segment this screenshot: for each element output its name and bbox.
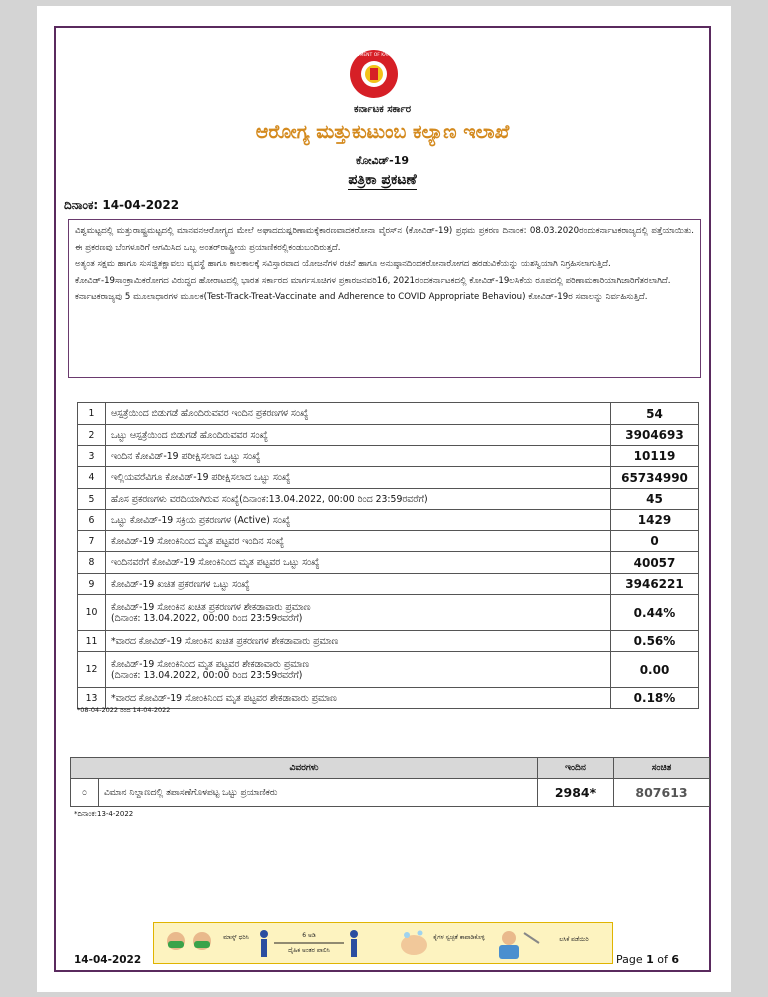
table-row [78, 467, 699, 489]
footer-date: 14-04-2022 [74, 954, 142, 966]
table-row [78, 652, 699, 688]
row-label: ಕೋವಿಡ್-19 ಸೋಂಕಿನ ಖಚಿತ ಪ್ರಕರಣಗಳ ಶೇಕಡಾವಾರು ಪ್ರಮಾಣ [111, 601, 311, 613]
row-value: 3904693 [611, 425, 699, 446]
intro-paragraph: ವಿಶ್ವಮಟ್ಟದಲ್ಲಿ ಮತ್ತುರಾಷ್ಟ್ರಮಟ್ಟದಲ್ಲಿ ಮಾನವನಆರೋಗ್ಯದ ಮೇಲೆ ಅಘಾದದುಷ್ಪರಿಣಾಮಕ್ಕೆಕಾರಣವಾದಕರೋನಾ ವೈರಸ್‌ನ (ಕೋವಿಡ್-19) ಪ್ರಥಮ ಪ್ರಕರಣ ದಿನಾಂಕ: 08.03.2020ರಂದುಕರ್ನಾಟಕರಾಜ್ಯದಲ್ಲಿ ಪತ್ತೆಯಾಯಿತು. ಈ ಪ್ರಕರಣವು ಬೆಂಗಳೂರಿಗೆ ಆಗಮಿಸಿದ ಒಬ್ಬ ಅಂತರ್‌ರಾಷ್ಟ್ರೀಯ ಪ್ರಯಾಣಿಕರಲ್ಲಿಕಂಡುಬಂದಿರುತ್ತದೆ. [75, 226, 694, 253]
row-number: 4 [78, 467, 106, 489]
row-label: ಕೋವಿಡ್-19 ಸೋಂಕಿನಿಂದ ಮೃತ ಪಟ್ಟವರ ಶೇಕಡಾವಾರು ಪ್ರಮಾಣ [111, 658, 309, 670]
header-details: ವಿವರಗಳು [71, 758, 538, 779]
row-value: 10119 [611, 446, 699, 467]
page-indicator [616, 953, 679, 966]
person-icon [260, 930, 268, 938]
airport-screening-table [70, 757, 710, 807]
table-row [78, 552, 699, 574]
row-value: 0.18% [611, 688, 699, 709]
covid-subject: ಕೋವಿಡ್-19 [355, 154, 410, 167]
department-title: ಆರೋಗ್ಯ ಮತ್ತುಕುಟುಂಬ ಕಲ್ಯಾಣ ಇಲಾಖೆ [255, 121, 510, 143]
row-value: 0.44% [611, 595, 699, 631]
row-value: 1429 [611, 510, 699, 531]
row-value: 45 [611, 489, 699, 510]
vaccine-person-icon [502, 931, 516, 945]
press-release-title [56, 172, 709, 188]
row-value: 3946221 [611, 574, 699, 595]
row-label-date: (ದಿನಾಂಕ: 13.04.2022, 00:00 ರಿಂದ 23:59ರವರೆಗೆ) [111, 612, 303, 624]
table-row [78, 595, 699, 631]
airport-footnote: *ದಿನಾಂಕ:13-4-2022 [74, 810, 134, 818]
intro-paragraph: ಕರ್ನಾಟಕರಾಜ್ಯವು 5 ಮೂಲಾಧಾರಗಳ ಮೂಲಕ(Test-Track-Treat-Vaccinate and Adherence to COVID Appropriate Behaviou) ಕೋವಿಡ್-19ರ ಸವಾಲನ್ನು ನಿರ್ವಹಿಸುತ್ತಿದೆ. [75, 292, 648, 302]
row-label: ಇಂದಿನವರೆಗೆ ಕೋವಿಡ್-19 ಸೋಂಕಿನಿಂದ ಮೃತ ಪಟ್ಟವರ ಒಟ್ಟು ಸಂಖ್ಯೆ [106, 552, 611, 574]
row-label: ವಿಮಾನ ನಿಲ್ದಾಣದಲ್ಲಿ ತಪಾಸಣೆಗೊಳಪಟ್ಟ ಒಟ್ಟು ಪ್ರಯಾಣಿಕರು [99, 779, 538, 807]
table-row [78, 688, 699, 709]
row-number: 11 [78, 631, 106, 652]
row-label-cell [106, 652, 611, 688]
table-row [78, 574, 699, 595]
row-number: 5 [78, 489, 106, 510]
page-of: of [653, 953, 672, 966]
row-label: ಇಲ್ಲಿಯವರೆವಿಗೂ ಕೋವಿಡ್-19 ಪರೀಕ್ಷಿಸಲಾದ ಒಟ್ಟು ಸಂಖ್ಯೆ [106, 467, 611, 489]
karnataka-emblem-icon [339, 48, 409, 100]
row-number: 13 [78, 688, 106, 709]
header-today: ಇಂದಿನ [538, 758, 614, 779]
row-number: ೦ [71, 779, 99, 807]
page-total: 6 [671, 953, 680, 966]
row-value: 40057 [611, 552, 699, 574]
banner-mask-text: ಮಾಸ್ಕ್ ಧರಿಸಿ [223, 934, 249, 941]
table-row [78, 631, 699, 652]
row-value: 0 [611, 531, 699, 552]
row-label: ಹೊಸ ಪ್ರಕರಣಗಳು ವರದಿಯಾಗಿರುವ ಸಂಖ್ಯೆ(ದಿನಾಂಕ:13.04.2022, 00:00 ರಿಂದ 23:59ರವರೆಗೆ) [106, 489, 611, 510]
covid-stats-table [77, 402, 699, 709]
press-release-label: ಪತ್ರಿಕಾ ಪ್ರಕಟಣೆ [348, 172, 417, 188]
page-number: 1 [646, 953, 654, 966]
release-date: ದಿನಾಂಕ: 14-04-2022 [64, 198, 180, 212]
row-number: 12 [78, 652, 106, 688]
header-cumulative: ಸಂಚಿತ [614, 758, 710, 779]
row-value: 54 [611, 403, 699, 425]
row-number: 2 [78, 425, 106, 446]
row-label: ಒಟ್ಟು ಆಸ್ಪತ್ರೆಯಿಂದ ಬಿಡುಗಡೆ ಹೊಂದಿರುವವರ ಸಂಖ್ಯೆ [106, 425, 611, 446]
row-number: 1 [78, 403, 106, 425]
table-row [78, 446, 699, 467]
table-row [78, 425, 699, 446]
table-row [71, 779, 710, 807]
row-label: ಕೋವಿಡ್-19 ಖಚಿತ ಪ್ರಕರಣಗಳ ಒಟ್ಟು ಸಂಖ್ಯೆ [106, 574, 611, 595]
table-row [78, 531, 699, 552]
row-label-cell [106, 595, 611, 631]
row-number: 7 [78, 531, 106, 552]
row-label-date: (ದಿನಾಂಕ: 13.04.2022, 00:00 ರಿಂದ 23:59ರವರೆಗೆ) [111, 669, 303, 681]
table-header-row [71, 758, 710, 779]
stats-footnote: *08-04-2022 ರಿಂದ 14-04-2022 [77, 706, 171, 714]
row-number: 3 [78, 446, 106, 467]
row-number: 6 [78, 510, 106, 531]
table-row [78, 403, 699, 425]
banner-distancing-text: ದೈಹಿಕ ಅಂತರ ಪಾಲಿಸಿ [288, 947, 330, 954]
row-label: *ವಾರದ ಕೋವಿಡ್-19 ಸೋಂಕಿನಿಂದ ಮೃತ ಪಟ್ಟವರ ಶೇಕಡಾವಾರು ಪ್ರಮಾಣ [106, 688, 611, 709]
syringe-icon [524, 933, 539, 943]
awareness-banner-graphic [154, 923, 612, 963]
row-number: 9 [78, 574, 106, 595]
table-row [78, 510, 699, 531]
banner-vaccine-text: ಲಸಿಕೆ ಪಡೆಯಿರಿ [559, 936, 589, 943]
intro-box [68, 219, 701, 378]
government-name: ಕರ್ನಾಟಕ ಸರ್ಕಾರ [353, 104, 412, 115]
row-cumulative-value: 807613 [614, 779, 710, 807]
row-label: ಆಸ್ಪತ್ರೆಯಿಂದ ಬಿಡುಗಡೆ ಹೊಂದಿರುವವರ ಇಂದಿನ ಪ್ರಕರಣಗಳ ಸಂಖ್ಯೆ [106, 403, 611, 425]
person-icon [350, 930, 358, 938]
covid-awareness-banner [153, 922, 613, 964]
row-number: 8 [78, 552, 106, 574]
emblem-text: GOVERNMENT OF KARNATAKA [340, 53, 408, 58]
row-label: ಕೋವಿಡ್-19 ಸೋಂಕಿನಿಂದ ಮೃತ ಪಟ್ಟವರ ಇಂದಿನ ಸಂಖ್ಯೆ [106, 531, 611, 552]
row-value: 65734990 [611, 467, 699, 489]
intro-paragraph: ಕೋವಿಡ್-19ಸಾಂಕ್ರಾಮಿಕರೋಗದ ವಿರುದ್ಧದ ಹೋರಾಟದಲ್ಲಿ ಭಾರತ ಸರ್ಕಾರದ ಮಾರ್ಗಸೂಚಿಗಳ ಪ್ರಕಾರಜನವರಿ16, 2021ರಂದಕರ್ನಾಟಕದಲ್ಲಿ ಕೋವಿಡ್-19ಲಸಿಕೆಯ ರೂಪದಲ್ಲಿ ಪರಿಣಾಮಕಾರಿಯಾಗಿಜಾರಿಗೆತರಲಾಗಿದೆ. [75, 275, 671, 286]
intro-paragraph: ಅತ್ಯಂತ ಸಕ್ಷಮ ಹಾಗೂ ಸುಸಜ್ಜಿತಕ್ಷಾವಲು ವ್ಯವಸ್ಥೆ ಹಾಗೂ ಕಾಲಕಾಲಕ್ಕೆ ಸವಿಸ್ತಾರವಾದ ಯೋಜನೆಗಳ ರಚನೆ ಹಾಗೂ ಅನುಷ್ಠಾನದಿಂದಕರೋನಾರೋಗದ ಹರಡುವಿಕೆಯನ್ನು ಯಶಸ್ವಿಯಾಗಿ ನಿಗ್ರಹಿಸಲಾಗುತ್ತಿದೆ. [75, 259, 611, 269]
row-value: 0.00 [611, 652, 699, 688]
row-label: *ವಾರದ ಕೋವಿಡ್-19 ಸೋಂಕಿನ ಖಚಿತ ಪ್ರಕರಣಗಳ ಶೇಕಡಾವಾರು ಪ್ರಮಾಣ [106, 631, 611, 652]
page-prefix: Page [616, 953, 647, 966]
row-label: ಇಂದಿನ ಕೋವಿಡ್-19 ಪರೀಕ್ಷಿಸಲಾದ ಒಟ್ಟು ಸಂಖ್ಯೆ [106, 446, 611, 467]
row-number: 10 [78, 595, 106, 631]
row-value: 0.56% [611, 631, 699, 652]
banner-handwash-text: ಕೈಗಳ ಸ್ವಚ್ಛತೆ ಕಾಪಾಡಿಕೊಳ್ಳಿ [433, 934, 485, 941]
row-label: ಒಟ್ಟು ಕೋವಿಡ್-19 ಸಕ್ರಿಯ ಪ್ರಕರಣಗಳ (Active) ಸಂಖ್ಯೆ [106, 510, 611, 531]
banner-distance-text: 6 ಅಡಿ [302, 932, 316, 939]
row-today-value: 2984* [538, 779, 614, 807]
hand-wash-icon [401, 935, 427, 955]
table-row [78, 489, 699, 510]
